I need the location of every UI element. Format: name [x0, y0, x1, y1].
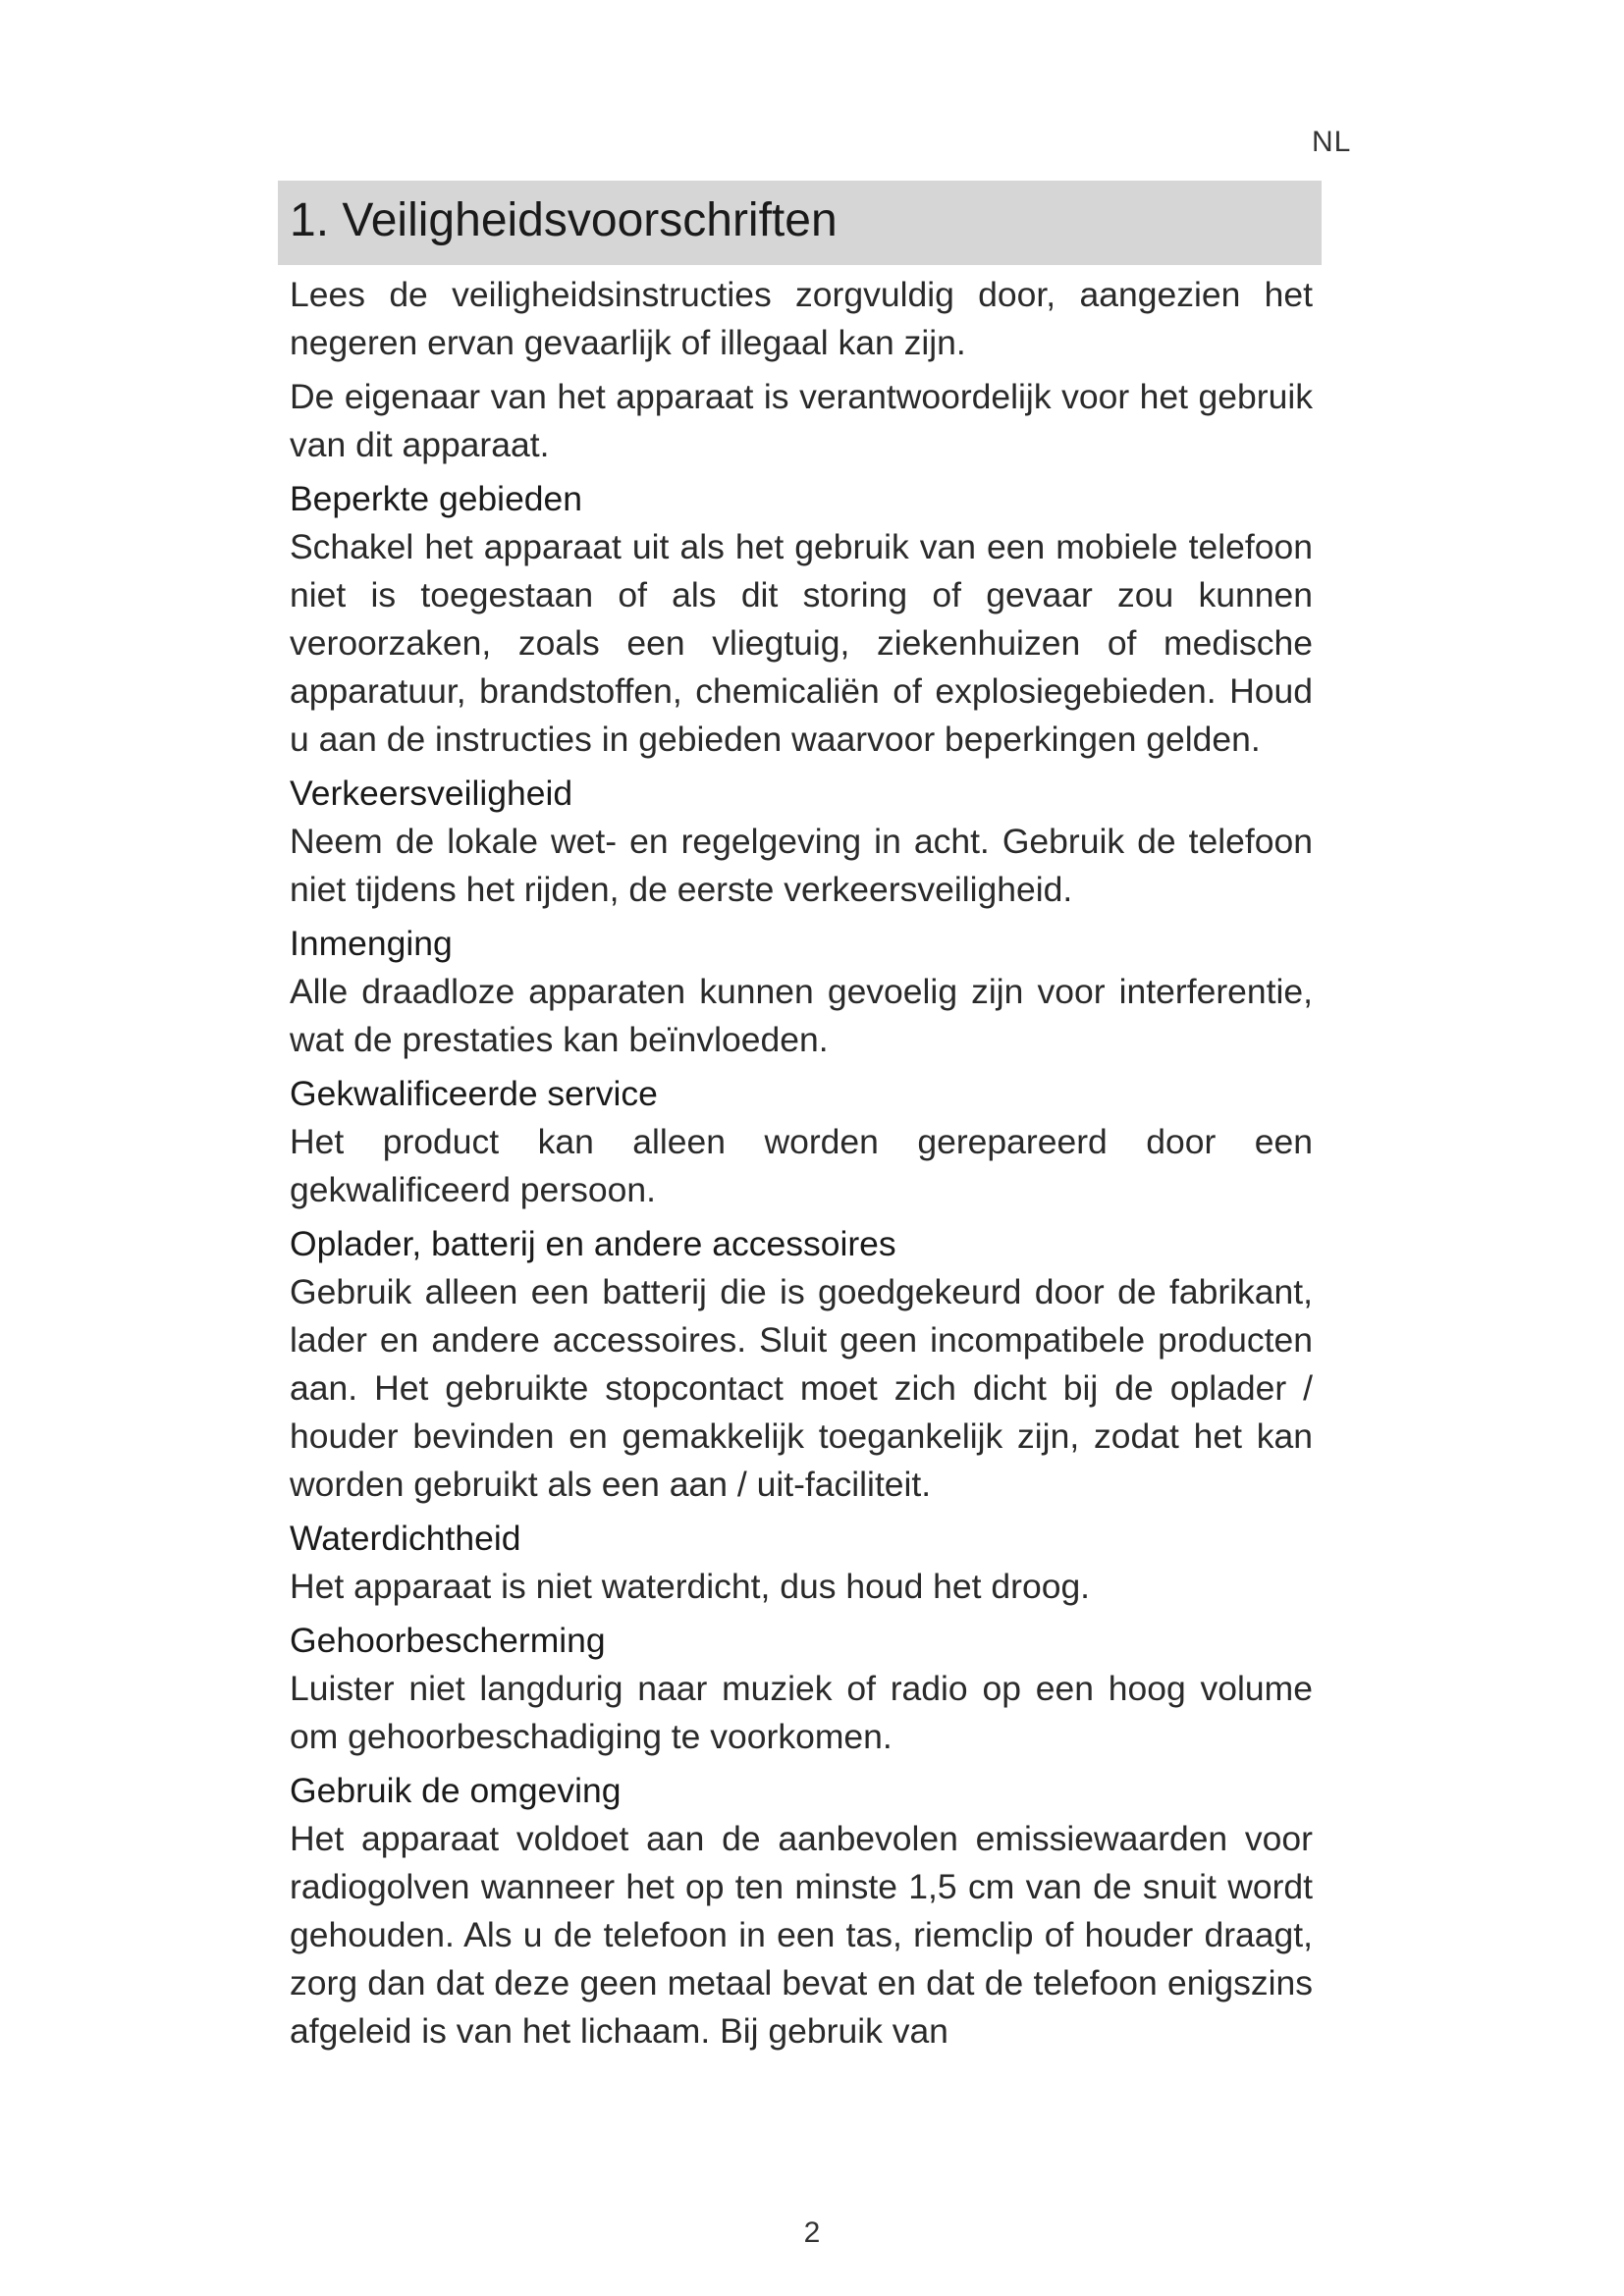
intro-paragraph: Lees de veiligheidsinstructies zorgvuldig door, aangezien het negeren ervan gevaarlijk of illegaal kan zijn. — [290, 275, 1313, 362]
subsection-body: Luister niet langdurig naar muziek of radio op een hoog volume om gehoorbeschadiging te voorkomen. — [290, 1669, 1313, 1756]
subsection-body: Het apparaat is niet waterdicht, dus houd het droog. — [290, 1567, 1091, 1606]
subsection-body: Alle draadloze apparaten kunnen gevoelig zijn voor interferentie, wat de prestaties kan beïnvloeden. — [290, 972, 1313, 1059]
subsection-heading: Inmenging — [290, 924, 453, 963]
subsection-body: Schakel het apparaat uit als het gebruik van een mobiele telefoon niet is toegestaan of als dit storing of gevaar zou kunnen veroorzaken, zoals een vliegtuig, ziekenhuizen of medische apparatuur, brandstoffen, chemicaliën of explosiegebieden. Houd u aan de instructies in gebieden waarvoor beperkingen gelden. — [290, 527, 1313, 759]
subsection-heading: Beperkte gebieden — [290, 479, 583, 518]
section-title: 1. Veiligheidsvoorschriften — [290, 194, 838, 246]
subsection-heading: Gekwalificeerde service — [290, 1074, 658, 1113]
section-title-bar — [278, 181, 1322, 265]
language-code: NL — [1312, 126, 1352, 158]
subsection-heading: Gehoorbescherming — [290, 1621, 606, 1660]
subsection-heading: Waterdichtheid — [290, 1519, 521, 1558]
subsection-body: Het apparaat voldoet aan de aanbevolen emissiewaarden voor radiogolven wanneer het op ten minste 1,5 cm van de snuit wordt gehouden. Als u de telefoon in een tas, riemclip of houder draagt, zorg dan dat deze geen metaal bevat en dat de telefoon enigszins afgeleid is van het lichaam. Bij gebruik van — [290, 1819, 1313, 2051]
subsection-heading: Gebruik de omgeving — [290, 1771, 622, 1810]
subsection-body: Gebruik alleen een batterij die is goedgekeurd door de fabrikant, lader en andere accessoires. Sluit geen incompatibele producten aan. Het gebruikte stopcontact moet zich dicht bij de oplader / houder bevinden en gemakkelijk toegankelijk zijn, zodat het kan worden gebruikt als een aan / uit-faciliteit. — [290, 1272, 1313, 1504]
subsection-body: Neem de lokale wet- en regelgeving in acht. Gebruik de telefoon niet tijdens het rijden, de eerste verkeersveiligheid. — [290, 822, 1313, 909]
subsection-body: Het product kan alleen worden gerepareerd door een gekwalificeerd persoon. — [290, 1122, 1313, 1209]
page-number: 2 — [803, 2216, 821, 2249]
intro-paragraph: De eigenaar van het apparaat is verantwoordelijk voor het gebruik van dit apparaat. — [290, 377, 1313, 464]
subsection-heading: Oplader, batterij en andere accessoires — [290, 1224, 896, 1263]
subsection-heading: Verkeersveiligheid — [290, 774, 573, 813]
document-body — [290, 271, 1313, 2061]
